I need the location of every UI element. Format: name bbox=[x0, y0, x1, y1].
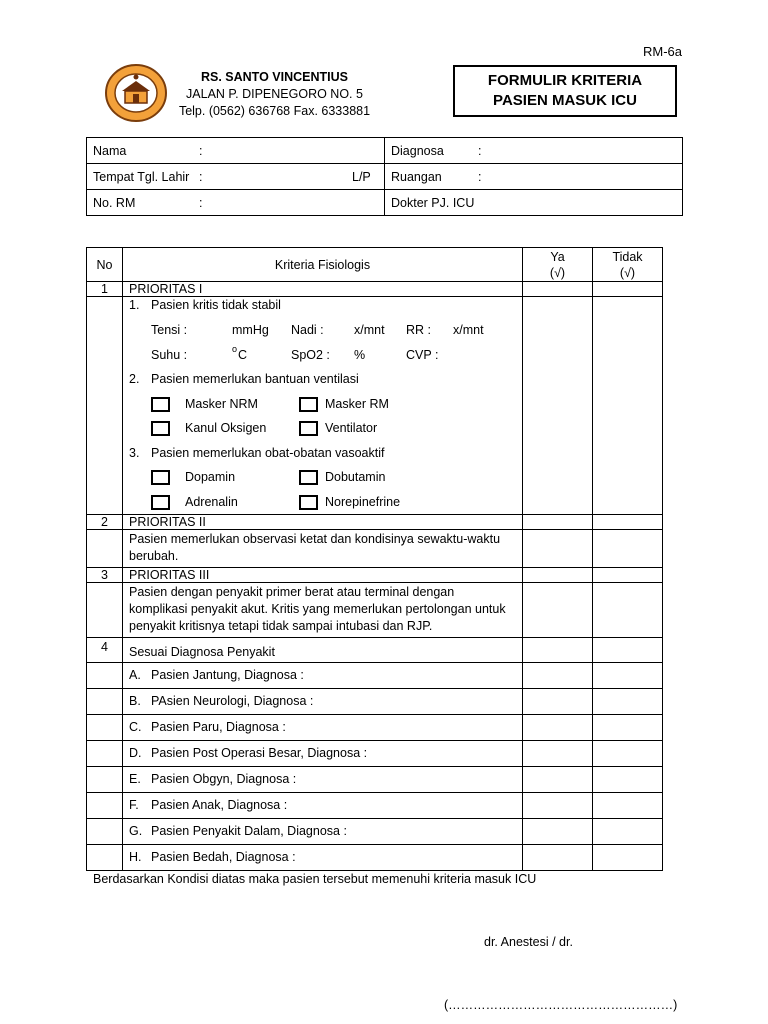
diagnosis-row bbox=[87, 766, 663, 792]
cell-tidak[interactable] bbox=[593, 714, 663, 740]
colon: : bbox=[199, 143, 203, 158]
diagnosis-item bbox=[123, 818, 523, 844]
unit-percent: % bbox=[354, 347, 366, 362]
row-no-empty bbox=[87, 818, 123, 844]
row-no-empty bbox=[87, 529, 123, 567]
diagnosis-letter: B. bbox=[129, 693, 141, 708]
unit-celsius: C bbox=[238, 347, 248, 362]
label-ruangan: Ruangan bbox=[391, 169, 442, 184]
field-diagnosa[interactable] bbox=[385, 138, 683, 164]
cell-tidak[interactable] bbox=[593, 514, 663, 529]
label-dobutamin: Dobutamin bbox=[325, 470, 386, 484]
diagnosis-item bbox=[123, 792, 523, 818]
label-nadi: Nadi : bbox=[291, 323, 324, 337]
diagnosis-label: Pasien Jantung, Diagnosa : bbox=[151, 667, 304, 682]
label-diagnosa: Diagnosa bbox=[391, 143, 444, 158]
cell-tidak[interactable] bbox=[593, 637, 663, 662]
cell-ya[interactable] bbox=[523, 529, 593, 567]
cell-ya[interactable] bbox=[523, 714, 593, 740]
header-tidak-label: Tidak bbox=[612, 249, 643, 264]
item-pasien-kritis: Pasien kritis tidak stabil bbox=[151, 298, 281, 312]
diagnosis-item bbox=[123, 740, 523, 766]
checkbox-masker-nrm[interactable] bbox=[151, 397, 170, 412]
priority-title: Sesuai Diagnosa Penyakit bbox=[123, 637, 523, 662]
cell-tidak[interactable] bbox=[593, 818, 663, 844]
row-no-empty bbox=[87, 740, 123, 766]
colon: : bbox=[478, 169, 482, 184]
label-spo2: SpO2 : bbox=[291, 347, 330, 362]
label-ttl: Tempat Tgl. Lahir bbox=[93, 169, 190, 184]
item-bantuan-ventilasi: Pasien memerlukan bantuan ventilasi bbox=[151, 372, 359, 386]
diagnosis-rows bbox=[87, 662, 663, 870]
header-tidak bbox=[593, 248, 663, 282]
diagnosis-letter: G. bbox=[129, 823, 143, 838]
hospital-logo bbox=[104, 63, 168, 123]
diagnosis-label: Pasien Bedah, Diagnosa : bbox=[151, 849, 296, 864]
form-title-line2: PASIEN MASUK ICU bbox=[493, 92, 637, 109]
diagnosis-letter: D. bbox=[129, 745, 142, 760]
row-no: 1 bbox=[87, 282, 123, 297]
label-rr: RR : bbox=[406, 323, 431, 337]
row-no: 4 bbox=[87, 637, 123, 662]
cell-ya[interactable] bbox=[523, 514, 593, 529]
item-number: 2. bbox=[129, 372, 140, 386]
diagnosis-letter: H. bbox=[129, 849, 142, 864]
unit-mmhg: mmHg bbox=[232, 323, 269, 337]
diagnosis-label: Pasien Obgyn, Diagnosa : bbox=[151, 771, 297, 786]
unit-xmnt: x/mnt bbox=[354, 323, 385, 337]
cell-ya[interactable] bbox=[523, 637, 593, 662]
diagnosis-label: Pasien Penyakit Dalam, Diagnosa : bbox=[151, 823, 347, 838]
priority2-description: Pasien memerlukan observasi ketat dan kondisinya sewaktu-waktu berubah. bbox=[123, 529, 523, 567]
diagnosis-item bbox=[123, 844, 523, 870]
header-ya-label: Ya bbox=[550, 249, 565, 264]
cell-ya[interactable] bbox=[523, 567, 593, 582]
checkbox-dopamin[interactable] bbox=[151, 470, 170, 485]
field-nama[interactable] bbox=[87, 138, 385, 164]
row-no-empty bbox=[87, 714, 123, 740]
item-number: 1. bbox=[129, 298, 140, 312]
diagnosis-item bbox=[123, 714, 523, 740]
field-dokter[interactable] bbox=[385, 190, 683, 216]
diagnosis-item bbox=[123, 766, 523, 792]
diagnosis-item bbox=[123, 688, 523, 714]
row-no-empty bbox=[87, 792, 123, 818]
checkbox-kanul-oksigen[interactable] bbox=[151, 421, 170, 436]
label-adrenalin: Adrenalin bbox=[185, 494, 238, 509]
checkbox-adrenalin[interactable] bbox=[151, 495, 170, 510]
colon: : bbox=[199, 195, 203, 210]
cell-ya[interactable] bbox=[523, 662, 593, 688]
priority-title: PRIORITAS III bbox=[123, 567, 523, 582]
priority1-content bbox=[123, 297, 523, 515]
row-no-empty bbox=[87, 844, 123, 870]
signature-line[interactable]: (………………………………………………) bbox=[444, 998, 678, 1012]
priority3-description: Pasien dengan penyakit primer berat atau terminal dengan komplikasi penyakit akut. Kritis yang memerlukan pertolongan untuk penyakit kritisnya tetapi tidak sampai intubasi dan RJP. bbox=[123, 582, 523, 637]
cell-tidak[interactable] bbox=[593, 529, 663, 567]
label-masker-rm: Masker RM bbox=[325, 396, 389, 411]
diagnosis-row bbox=[87, 714, 663, 740]
criteria-table bbox=[86, 247, 663, 871]
diagnosis-label: Pasien Post Operasi Besar, Diagnosa : bbox=[151, 745, 368, 760]
cell-tidak[interactable] bbox=[593, 740, 663, 766]
cell-ya[interactable] bbox=[523, 740, 593, 766]
diagnosis-row bbox=[87, 844, 663, 870]
diagnosis-row bbox=[87, 792, 663, 818]
field-norm[interactable] bbox=[87, 190, 385, 216]
priority-title: PRIORITAS II bbox=[123, 514, 523, 529]
hospital-name: RS. SANTO VINCENTIUS bbox=[200, 70, 348, 84]
colon: : bbox=[199, 169, 203, 184]
form-title-line1: FORMULIR KRITERIA bbox=[487, 72, 643, 89]
label-nama: Nama bbox=[93, 143, 127, 158]
row-no: 3 bbox=[87, 567, 123, 582]
row-no-empty bbox=[87, 662, 123, 688]
unit-xmnt: x/mnt bbox=[453, 323, 484, 337]
item-number: 3. bbox=[129, 445, 140, 460]
conclusion-text: Berdasarkan Kondisi diatas maka pasien tersebut memenuhi kriteria masuk ICU bbox=[93, 872, 537, 886]
row-no-empty bbox=[87, 766, 123, 792]
cell-ya[interactable] bbox=[523, 688, 593, 714]
cell-tidak[interactable] bbox=[593, 844, 663, 870]
form-code: RM-6a bbox=[642, 44, 682, 59]
checkbox-dobutamin[interactable] bbox=[299, 470, 318, 485]
cell-ya[interactable] bbox=[523, 297, 593, 515]
hospital-header bbox=[172, 69, 377, 120]
header-ya-mark: (√) bbox=[549, 265, 566, 280]
cell-ya[interactable] bbox=[523, 582, 593, 637]
signature-label: dr. Anestesi / dr. bbox=[484, 935, 573, 949]
label-lp: L/P bbox=[352, 169, 371, 184]
diagnosis-letter: F. bbox=[129, 797, 139, 812]
diagnosis-item bbox=[123, 662, 523, 688]
checkbox-masker-rm[interactable] bbox=[299, 397, 318, 412]
patient-identity-table bbox=[86, 137, 683, 216]
label-suhu: Suhu : bbox=[151, 347, 188, 362]
diagnosis-row bbox=[87, 662, 663, 688]
header-tidak-mark: (√) bbox=[619, 265, 636, 280]
diagnosis-row bbox=[87, 818, 663, 844]
cell-tidak[interactable] bbox=[593, 567, 663, 582]
cell-tidak[interactable] bbox=[593, 582, 663, 637]
cell-tidak[interactable] bbox=[593, 662, 663, 688]
priority-title: PRIORITAS I bbox=[123, 282, 523, 297]
hospital-phone: Telp. (0562) 636768 Fax. 6333881 bbox=[178, 104, 371, 118]
cell-tidak[interactable] bbox=[593, 297, 663, 515]
label-dokter: Dokter PJ. ICU bbox=[391, 195, 475, 210]
header-ya bbox=[523, 248, 593, 282]
label-norm: No. RM bbox=[93, 195, 136, 210]
header-criteria: Kriteria Fisiologis bbox=[123, 248, 523, 282]
label-norepinefrine: Norepinefrine bbox=[325, 494, 401, 509]
diagnosis-label: Pasien Anak, Diagnosa : bbox=[151, 797, 288, 812]
degree-sign: o bbox=[232, 343, 238, 354]
field-ttl[interactable] bbox=[87, 164, 385, 190]
cell-ya[interactable] bbox=[523, 766, 593, 792]
diagnosis-label: PAsien Neurologi, Diagnosa : bbox=[151, 693, 314, 708]
label-cvp: CVP : bbox=[406, 347, 439, 362]
cell-tidak[interactable] bbox=[593, 792, 663, 818]
form-title bbox=[453, 65, 677, 117]
label-dopamin: Dopamin bbox=[185, 470, 236, 484]
header-no: No bbox=[87, 248, 123, 282]
cell-ya[interactable] bbox=[523, 282, 593, 297]
cell-tidak[interactable] bbox=[593, 766, 663, 792]
row-no: 2 bbox=[87, 514, 123, 529]
row-no-empty bbox=[87, 582, 123, 637]
diagnosis-row bbox=[87, 740, 663, 766]
label-masker-nrm: Masker NRM bbox=[185, 396, 258, 411]
checkbox-ventilator[interactable] bbox=[299, 421, 318, 436]
cell-tidak[interactable] bbox=[593, 282, 663, 297]
label-ventilator: Ventilator bbox=[325, 421, 378, 435]
row-no-empty bbox=[87, 297, 123, 515]
diagnosis-row bbox=[87, 688, 663, 714]
diagnosis-letter: E. bbox=[129, 771, 141, 786]
cell-tidak[interactable] bbox=[593, 688, 663, 714]
row-no-empty bbox=[87, 688, 123, 714]
colon: : bbox=[478, 143, 482, 158]
diagnosis-letter: A. bbox=[129, 667, 141, 682]
field-ruangan[interactable] bbox=[385, 164, 683, 190]
item-obat-vasoaktif: Pasien memerlukan obat-obatan vasoaktif bbox=[151, 445, 385, 460]
cell-ya[interactable] bbox=[523, 792, 593, 818]
label-tensi: Tensi : bbox=[151, 323, 188, 337]
label-kanul-oksigen: Kanul Oksigen bbox=[185, 421, 267, 435]
diagnosis-label: Pasien Paru, Diagnosa : bbox=[151, 719, 286, 734]
checkbox-norepinefrine[interactable] bbox=[299, 495, 318, 510]
cell-ya[interactable] bbox=[523, 818, 593, 844]
diagnosis-letter: C. bbox=[129, 719, 142, 734]
hospital-address: JALAN P. DIPENEGORO NO. 5 bbox=[186, 87, 363, 101]
cell-ya[interactable] bbox=[523, 844, 593, 870]
